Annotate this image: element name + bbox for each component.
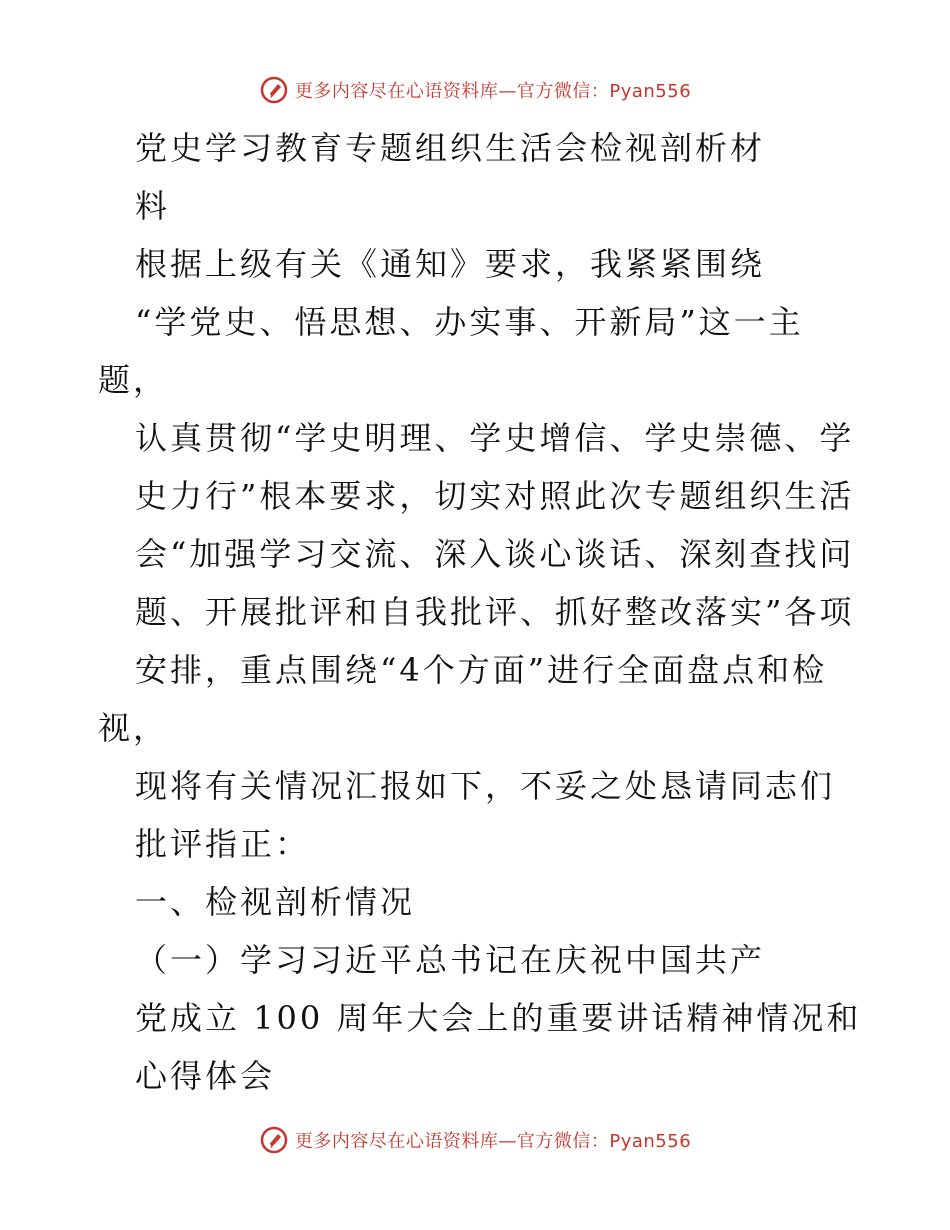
footer-watermark-text: 更多内容尽在心语资料库—官方微信：Pyan556 [294, 1131, 692, 1152]
section-heading: 一、检视剖析情况 [135, 883, 416, 921]
doc-body-line: “学党史、悟思想、办实事、开新局”这一主 [135, 303, 804, 341]
doc-body-line: 视， [98, 709, 169, 747]
header-watermark-text: 更多内容尽在心语资料库—官方微信：Pyan556 [294, 81, 692, 102]
header-watermark-banner [0, 70, 950, 110]
subsection-heading-line-3: 心得体会 [135, 1057, 276, 1095]
doc-body-line: 安排，重点围绕“4个方面”进行全面盘点和检 [135, 651, 828, 689]
doc-title-line-2: 料 [135, 187, 171, 225]
subsection-heading-line-2: 党成立 100 周年大会上的重要讲话精神情况和 [135, 999, 862, 1037]
doc-body-line: 史力行”根本要求，切实对照此次专题组织生活 [135, 477, 855, 515]
pen-nib-logo-icon [259, 75, 289, 105]
doc-body-line: 题， [98, 361, 169, 399]
doc-body-line: 批评指正： [135, 825, 311, 863]
footer-watermark-banner [0, 1120, 950, 1160]
doc-body-line: 题、开展批评和自我批评、抓好整改落实”各项 [135, 593, 855, 631]
doc-body-line: 现将有关情况汇报如下，不妥之处恳请同志们 [135, 767, 836, 805]
subsection-heading-line-1: （一）学习习近平总书记在庆祝中国共产 [135, 941, 766, 979]
doc-body-line: 认真贯彻“学史明理、学史增信、学史崇德、学 [135, 419, 855, 457]
doc-title-line-1: 党史学习教育专题组织生活会检视剖析材 [135, 129, 766, 167]
doc-body-line: 会“加强学习交流、深入谈心谈话、深刻查找问 [135, 535, 855, 573]
pen-nib-logo-icon [259, 1125, 289, 1155]
doc-body-line: 根据上级有关《通知》要求，我紧紧围绕 [135, 245, 766, 283]
